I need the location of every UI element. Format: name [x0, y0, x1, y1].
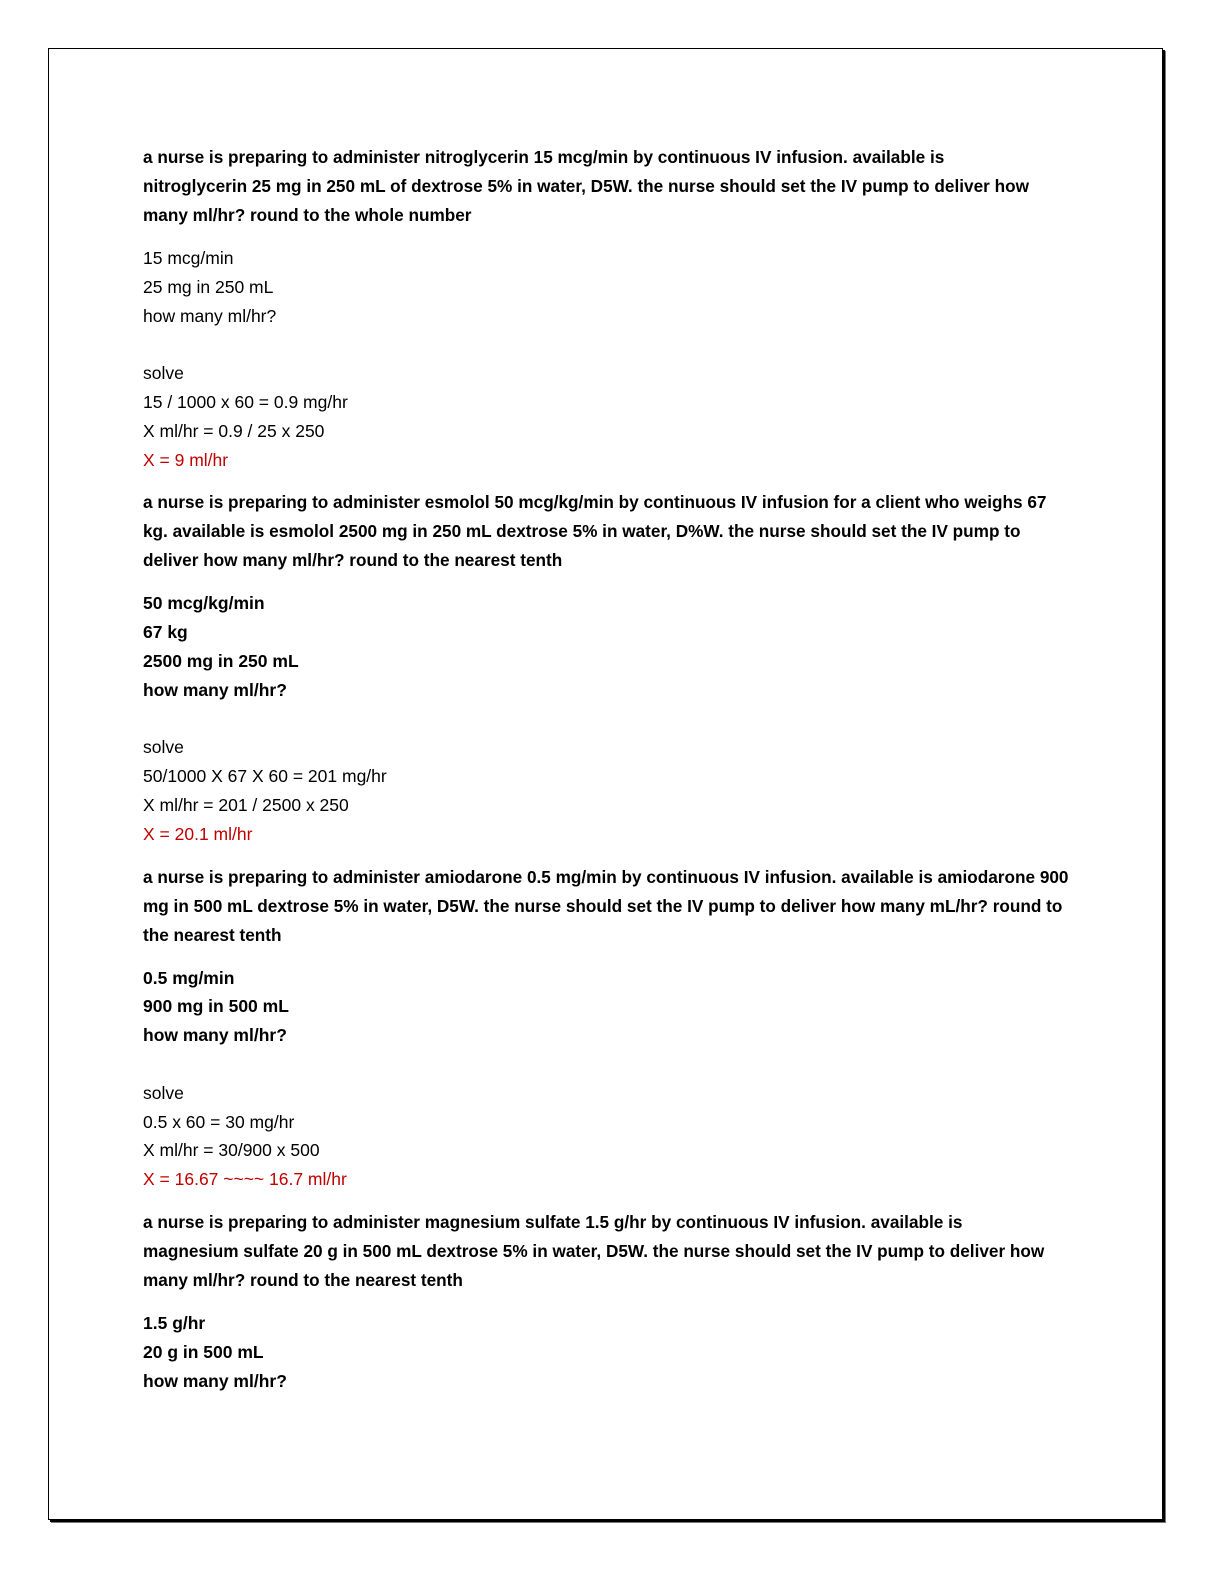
solution-step: X ml/hr = 0.9 / 25 x 250	[143, 420, 325, 441]
given-values	[143, 1309, 1083, 1395]
answer-line: X = 9 ml/hr	[143, 449, 229, 470]
solve-label: solve	[143, 363, 184, 384]
solution	[143, 705, 1083, 849]
given-line: 20 g in 500 mL	[143, 1341, 264, 1362]
solution-step: 15 / 1000 x 60 = 0.9 mg/hr	[143, 391, 348, 412]
question-text: a nurse is preparing to administer amiodarone 0.5 mg/min by continuous IV infusion. available is amiodarone 900 mg in 500 mL dextrose 5% in water, D5W. the nurse should set the IV pump to deliver how many mL/hr? round to the nearest tenth	[143, 866, 1069, 945]
given-values	[143, 589, 1083, 704]
blank-line	[143, 330, 1083, 359]
answer-line: X = 20.1 ml/hr	[143, 823, 253, 844]
given-line: 15 mcg/min	[143, 248, 234, 268]
section-gap	[143, 474, 1083, 488]
given-line: how many ml/hr?	[143, 679, 287, 700]
blank-line	[143, 1050, 1083, 1079]
question-text: a nurse is preparing to administer nitroglycerin 15 mcg/min by continuous IV infusion. available is nitroglycerin 25 mg in 250 mL of dextrose 5% in water, D5W. the nurse should set the IV pump to deliver how many ml/hr? round to the whole number	[143, 147, 1029, 225]
blank-line	[143, 705, 1083, 734]
solution-step: 0.5 x 60 = 30 mg/hr	[143, 1111, 295, 1132]
given-values	[143, 964, 1083, 1050]
section-gap	[143, 1194, 1083, 1208]
given-line: how many ml/hr?	[143, 1025, 287, 1046]
given-line: how many ml/hr?	[143, 1370, 287, 1391]
section-gap	[143, 849, 1083, 863]
given-line: 67 kg	[143, 622, 188, 643]
solve-label: solve	[143, 1082, 184, 1103]
solution-step: 50/1000 X 67 X 60 = 201 mg/hr	[143, 766, 387, 787]
problem-2	[143, 488, 1083, 848]
problem-1	[143, 143, 1083, 474]
problem-4	[143, 1208, 1083, 1395]
given-values	[143, 244, 1083, 474]
document-body	[143, 143, 1083, 1395]
solution-step: X ml/hr = 201 / 2500 x 250	[143, 794, 349, 815]
given-line: 50 mcg/kg/min	[143, 593, 265, 614]
given-line: 25 mg in 250 mL	[143, 276, 274, 297]
question-text: a nurse is preparing to administer esmolol 50 mcg/kg/min by continuous IV infusion for a client who weighs 67 kg. available is esmolol 2500 mg in 250 mL dextrose 5% in water, D%W. the nurse should set the IV pump to deliver how many ml/hr? round to the nearest tenth	[143, 492, 1047, 571]
solution-step: X ml/hr = 30/900 x 500	[143, 1140, 320, 1161]
question-text: a nurse is preparing to administer magnesium sulfate 1.5 g/hr by continuous IV infusion. available is magnesium sulfate 20 g in 500 mL dextrose 5% in water, D5W. the nurse should set the IV pump to deliver how many ml/hr? round to the nearest tenth	[143, 1211, 1045, 1290]
given-line: 0.5 mg/min	[143, 967, 235, 988]
problem-3	[143, 863, 1083, 1194]
solution	[143, 1050, 1083, 1194]
solve-label: solve	[143, 737, 184, 758]
answer-line: X = 16.67 ~~~~ 16.7 ml/hr	[143, 1169, 347, 1190]
given-line: 2500 mg in 250 mL	[143, 650, 299, 671]
given-line: 900 mg in 500 mL	[143, 996, 289, 1017]
given-line: how many ml/hr?	[143, 305, 277, 326]
given-line: 1.5 g/hr	[143, 1312, 206, 1333]
